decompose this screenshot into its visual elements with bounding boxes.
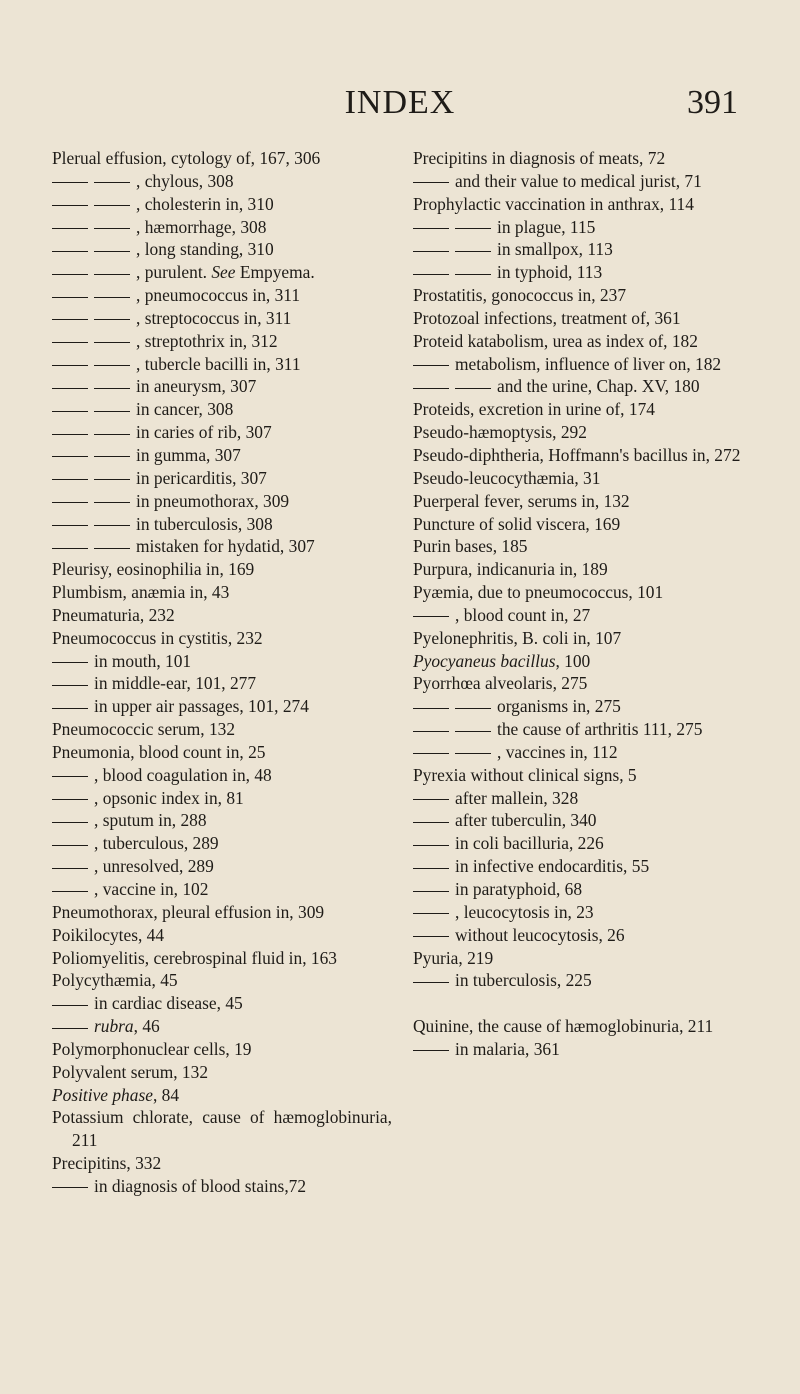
ditto-dash xyxy=(52,342,88,343)
entry-text: Pneumococcic serum, 132 xyxy=(52,719,236,740)
page-number: 391 xyxy=(687,84,738,121)
index-subentry xyxy=(52,787,392,810)
entry-text: Pyorrhœa alveolaris, 275 xyxy=(413,673,588,694)
index-entry xyxy=(413,444,753,467)
index-column-right xyxy=(413,147,753,1061)
index-entry xyxy=(413,307,753,330)
ditto-dash xyxy=(52,456,88,457)
ditto-dash xyxy=(52,182,88,183)
index-entry xyxy=(413,193,753,216)
ditto-dash xyxy=(413,868,449,869)
ditto-dash xyxy=(413,251,449,252)
index-subentry xyxy=(413,238,753,261)
ditto-dash xyxy=(455,228,491,229)
entry-text: in gumma, 307 xyxy=(136,444,241,465)
entry-text: Poikilocytes, 44 xyxy=(52,924,165,945)
index-subentry xyxy=(413,878,753,901)
entry-text: in malaria, 361 xyxy=(455,1038,560,1059)
ditto-dash xyxy=(413,891,449,892)
entry-text: metabolism, influence of liver on, 182 xyxy=(455,353,722,374)
ditto-dash xyxy=(94,456,130,457)
entry-text: Prostatitis, gonococcus in, 237 xyxy=(413,285,627,306)
entry-text: in caries of rib, 307 xyxy=(136,422,272,443)
entry-text: , long standing, 310 xyxy=(136,239,274,260)
ditto-dash xyxy=(94,251,130,252)
entry-text: , vaccines in, 112 xyxy=(497,741,618,762)
ditto-dash xyxy=(52,776,88,777)
ditto-dash xyxy=(94,182,130,183)
index-subentry xyxy=(413,170,753,193)
entry-text: in pneumothorax, 309 xyxy=(136,490,290,511)
ditto-dash xyxy=(52,822,88,823)
entry-text: Prophylactic vaccination in anthrax, 114 xyxy=(413,193,694,214)
index-subentry xyxy=(52,490,392,513)
index-entry xyxy=(413,535,753,558)
index-subentry xyxy=(413,855,753,878)
entry-text: Precipitins in diagnosis of meats, 72 xyxy=(413,148,666,168)
entry-text: , tuberculous, 289 xyxy=(94,833,219,854)
entry-text: , unresolved, 289 xyxy=(94,856,214,877)
index-entry xyxy=(413,672,753,695)
ditto-dash xyxy=(52,1028,88,1029)
ditto-dash xyxy=(52,891,88,892)
entry-text: Purpura, indicanuria in, 189 xyxy=(413,559,608,580)
ditto-dash xyxy=(52,388,88,389)
ditto-dash xyxy=(413,913,449,914)
ditto-dash xyxy=(52,525,88,526)
entry-text: Quinine, the cause of hæmoglobinuria, 211 xyxy=(413,1016,714,1037)
entry-text: in plague, 115 xyxy=(497,216,596,237)
ditto-dash xyxy=(94,274,130,275)
index-entry xyxy=(413,764,753,787)
entry-text-after: Empyema. xyxy=(235,262,315,283)
entry-text: in tuberculosis, 225 xyxy=(455,970,592,991)
ditto-dash xyxy=(413,753,449,754)
index-entry xyxy=(52,924,392,947)
entry-text: in cardiac disease, 45 xyxy=(94,993,243,1014)
entry-text: Pneumococcus in cystitis, 232 xyxy=(52,627,263,648)
entry-text: Proteid katabolism, urea as index of, 182 xyxy=(413,330,698,351)
ditto-dash xyxy=(94,342,130,343)
entry-text: in coli bacilluria, 226 xyxy=(455,833,604,854)
index-subentry xyxy=(52,832,392,855)
index-subentry xyxy=(52,421,392,444)
index-subentry xyxy=(52,878,392,901)
index-subentry xyxy=(52,398,392,421)
entry-text-after: , 84 xyxy=(152,1084,180,1105)
index-subentry xyxy=(52,216,392,239)
page-title: INDEX xyxy=(344,84,456,121)
index-subentry xyxy=(413,809,753,832)
entry-text: in mouth, 101 xyxy=(94,650,192,671)
entry-text: Pseudo-leucocythæmia, 31 xyxy=(413,467,601,488)
index-entry xyxy=(413,284,753,307)
entry-text: in middle-ear, 101, 277 xyxy=(94,673,257,694)
entry-text: , leucocytosis in, 23 xyxy=(455,901,594,922)
entry-italic-text: Positive phase xyxy=(52,1084,153,1105)
ditto-dash xyxy=(52,868,88,869)
index-entry xyxy=(413,421,753,444)
index-subentry xyxy=(413,832,753,855)
entry-text: without leucocytosis, 26 xyxy=(455,924,625,945)
ditto-dash xyxy=(52,434,88,435)
entry-text: Pneumaturia, 232 xyxy=(52,604,175,625)
ditto-dash xyxy=(94,297,130,298)
ditto-dash xyxy=(413,731,449,732)
ditto-dash xyxy=(413,388,449,389)
index-subentry xyxy=(52,1015,392,1038)
entry-text: , sputum in, 288 xyxy=(94,810,207,831)
entry-italic-text: Pyocyaneus bacillus xyxy=(413,650,556,671)
entry-text: in typhoid, 113 xyxy=(497,262,603,283)
entry-text: , tubercle bacilli in, 311 xyxy=(136,353,301,374)
entry-text: Protozoal infections, treatment of, 361 xyxy=(413,307,681,328)
index-entry xyxy=(52,581,392,604)
index-entry xyxy=(52,558,392,581)
index-entry xyxy=(413,330,753,353)
page-header xyxy=(0,84,800,134)
ditto-dash xyxy=(413,274,449,275)
entry-text: Pseudo-diphtheria, Hoffmann's bacillus in, 272 xyxy=(413,444,741,465)
ditto-dash xyxy=(94,411,130,412)
index-entry xyxy=(52,969,392,992)
ditto-dash xyxy=(455,731,491,732)
index-subentry xyxy=(52,467,392,490)
entry-text: , blood count in, 27 xyxy=(455,604,591,625)
ditto-dash xyxy=(94,319,130,320)
entry-text: Pleurisy, eosinophilia in, 169 xyxy=(52,559,255,580)
entry-text: Polycythæmia, 45 xyxy=(52,970,178,991)
ditto-dash xyxy=(413,799,449,800)
index-entry xyxy=(413,1015,753,1038)
ditto-dash xyxy=(52,662,88,663)
entry-text: Puerperal fever, serums in, 132 xyxy=(413,490,630,511)
index-subentry xyxy=(413,261,753,284)
ditto-dash xyxy=(52,502,88,503)
ditto-dash xyxy=(413,228,449,229)
index-subentry xyxy=(52,513,392,536)
entry-text: mistaken for hydatid, 307 xyxy=(136,536,315,557)
ditto-dash xyxy=(94,388,130,389)
ditto-dash xyxy=(52,274,88,275)
index-subentry xyxy=(52,307,392,330)
entry-text: , hæmorrhage, 308 xyxy=(136,216,267,237)
ditto-dash xyxy=(455,753,491,754)
index-subentry xyxy=(413,604,753,627)
ditto-dash xyxy=(52,1187,88,1188)
index-entry xyxy=(52,947,392,970)
ditto-dash xyxy=(94,434,130,435)
entry-text: Pyuria, 219 xyxy=(413,947,494,968)
index-subentry xyxy=(413,787,753,810)
ditto-dash xyxy=(52,411,88,412)
index-subentry xyxy=(52,284,392,307)
index-entry xyxy=(52,604,392,627)
index-entry xyxy=(413,147,753,170)
ditto-dash xyxy=(52,319,88,320)
entry-text: Proteids, excretion in urine of, 174 xyxy=(413,399,655,420)
index-entry xyxy=(52,1152,392,1175)
ditto-dash xyxy=(52,685,88,686)
index-entry xyxy=(52,741,392,764)
index-subentry xyxy=(413,1038,753,1061)
index-subentry xyxy=(52,238,392,261)
ditto-dash xyxy=(52,297,88,298)
entry-text: after tuberculin, 340 xyxy=(455,810,597,831)
entry-text: in diagnosis of blood stains,72 xyxy=(94,1175,307,1196)
index-entry xyxy=(413,513,753,536)
index-subentry xyxy=(413,718,753,741)
index-subentry xyxy=(52,330,392,353)
index-entry xyxy=(52,718,392,741)
index-subentry xyxy=(52,535,392,558)
entry-text: , cholesterin in, 310 xyxy=(136,193,274,214)
entry-text: in smallpox, 113 xyxy=(497,239,613,260)
ditto-dash xyxy=(413,182,449,183)
ditto-dash xyxy=(455,388,491,389)
entry-italic-text: See xyxy=(211,262,236,283)
ditto-dash xyxy=(94,502,130,503)
index-subentry xyxy=(52,992,392,1015)
index-subentry xyxy=(52,353,392,376)
ditto-dash xyxy=(52,799,88,800)
entry-text: Polymorphonuclear cells, 19 xyxy=(52,1038,252,1059)
entry-text: , blood coagulation in, 48 xyxy=(94,764,272,785)
ditto-dash xyxy=(52,479,88,480)
index-subentry xyxy=(413,375,753,398)
ditto-dash xyxy=(413,1050,449,1051)
entry-text: Pneumothorax, pleural effusion in, 309 xyxy=(52,901,325,922)
index-subentry xyxy=(52,672,392,695)
index-entry xyxy=(52,1084,392,1107)
index-subentry xyxy=(52,809,392,832)
ditto-dash xyxy=(94,365,130,366)
entry-text: Potassium chlorate, cause of hæmoglobinuria, 211 xyxy=(52,1107,392,1151)
entry-text: , purulent. xyxy=(136,262,212,283)
ditto-dash xyxy=(52,365,88,366)
index-subentry xyxy=(413,216,753,239)
ditto-dash xyxy=(455,708,491,709)
index-letter-gap xyxy=(413,992,753,1015)
entry-text: Pseudo-hæmoptysis, 292 xyxy=(413,422,587,443)
index-subentry xyxy=(52,375,392,398)
ditto-dash xyxy=(413,982,449,983)
index-entry xyxy=(52,147,392,170)
entry-text: , pneumococcus in, 311 xyxy=(136,285,301,306)
index-subentry xyxy=(413,741,753,764)
entry-text: Plumbism, anæmia in, 43 xyxy=(52,582,230,603)
index-entry xyxy=(52,901,392,924)
entry-text: Purin bases, 185 xyxy=(413,536,528,557)
index-entry xyxy=(413,627,753,650)
entry-text: in paratyphoid, 68 xyxy=(455,879,583,899)
index-entry xyxy=(413,467,753,490)
ditto-dash xyxy=(94,205,130,206)
entry-text: in upper air passages, 101, 274 xyxy=(94,696,309,717)
index-entry xyxy=(413,947,753,970)
entry-text: Pyæmia, due to pneumococcus, 101 xyxy=(413,582,664,603)
ditto-dash xyxy=(52,708,88,709)
index-subentry xyxy=(413,695,753,718)
ditto-dash xyxy=(455,274,491,275)
entry-text: in aneurysm, 307 xyxy=(136,376,257,397)
index-entry xyxy=(413,398,753,421)
entry-text: , streptothrix in, 312 xyxy=(136,330,278,351)
entry-text: Poliomyelitis, cerebrospinal fluid in, 163 xyxy=(52,947,337,968)
ditto-dash xyxy=(52,548,88,549)
index-subentry xyxy=(52,261,392,284)
index-entry xyxy=(413,581,753,604)
ditto-dash xyxy=(413,365,449,366)
entry-text: in cancer, 308 xyxy=(136,399,234,420)
entry-text-after: , 100 xyxy=(555,650,591,671)
entry-text: Pneumonia, blood count in, 25 xyxy=(52,741,266,762)
ditto-dash xyxy=(52,205,88,206)
entry-text: organisms in, 275 xyxy=(497,696,621,717)
entry-text-after: , 46 xyxy=(133,1016,160,1037)
entry-text: the cause of arthritis 111, 275 xyxy=(497,719,703,740)
ditto-dash xyxy=(455,251,491,252)
index-entry xyxy=(52,1061,392,1084)
ditto-dash xyxy=(413,616,449,617)
index-subentry xyxy=(52,695,392,718)
ditto-dash xyxy=(94,548,130,549)
entry-italic-text: rubra xyxy=(94,1016,134,1037)
entry-text: , streptococcus in, 311 xyxy=(136,307,292,328)
index-subentry xyxy=(413,901,753,924)
index-subentry xyxy=(52,764,392,787)
index-entry xyxy=(52,1106,392,1152)
index-subentry xyxy=(52,1175,392,1198)
index-subentry xyxy=(52,650,392,673)
entry-text: Puncture of solid viscera, 169 xyxy=(413,513,621,534)
entry-text: and their value to medical jurist, 71 xyxy=(455,170,702,191)
ditto-dash xyxy=(94,525,130,526)
entry-text: after mallein, 328 xyxy=(455,787,579,808)
entry-text: , chylous, 308 xyxy=(136,170,234,191)
ditto-dash xyxy=(52,251,88,252)
ditto-dash xyxy=(52,1005,88,1006)
ditto-dash xyxy=(94,228,130,229)
index-subentry xyxy=(413,924,753,947)
index-entry xyxy=(413,558,753,581)
ditto-dash xyxy=(413,845,449,846)
index-subentry xyxy=(52,193,392,216)
index-entry xyxy=(413,650,753,673)
index-column-left xyxy=(52,147,392,1198)
entry-text: , vaccine in, 102 xyxy=(94,879,209,899)
ditto-dash xyxy=(413,822,449,823)
entry-text: in pericarditis, 307 xyxy=(136,467,267,488)
entry-text: Polyvalent serum, 132 xyxy=(52,1061,209,1082)
index-entry xyxy=(52,627,392,650)
entry-text: Plerual effusion, cytology of, 167, 306 xyxy=(52,148,321,168)
index-subentry xyxy=(52,855,392,878)
index-subentry xyxy=(52,170,392,193)
entry-text: in infective endocarditis, 55 xyxy=(455,856,650,877)
index-subentry xyxy=(413,969,753,992)
entry-text: Pyelonephritis, B. coli in, 107 xyxy=(413,627,622,648)
entry-text: in tuberculosis, 308 xyxy=(136,513,273,534)
ditto-dash xyxy=(413,708,449,709)
index-entry xyxy=(52,1038,392,1061)
index-subentry xyxy=(52,444,392,467)
index-subentry xyxy=(413,353,753,376)
entry-text: and the urine, Chap. XV, 180 xyxy=(497,376,700,397)
index-entry xyxy=(413,490,753,513)
ditto-dash xyxy=(94,479,130,480)
entry-text: , opsonic index in, 81 xyxy=(94,787,244,808)
ditto-dash xyxy=(413,936,449,937)
ditto-dash xyxy=(52,845,88,846)
entry-text: Precipitins, 332 xyxy=(52,1153,162,1174)
ditto-dash xyxy=(52,228,88,229)
entry-text: Pyrexia without clinical signs, 5 xyxy=(413,764,637,785)
